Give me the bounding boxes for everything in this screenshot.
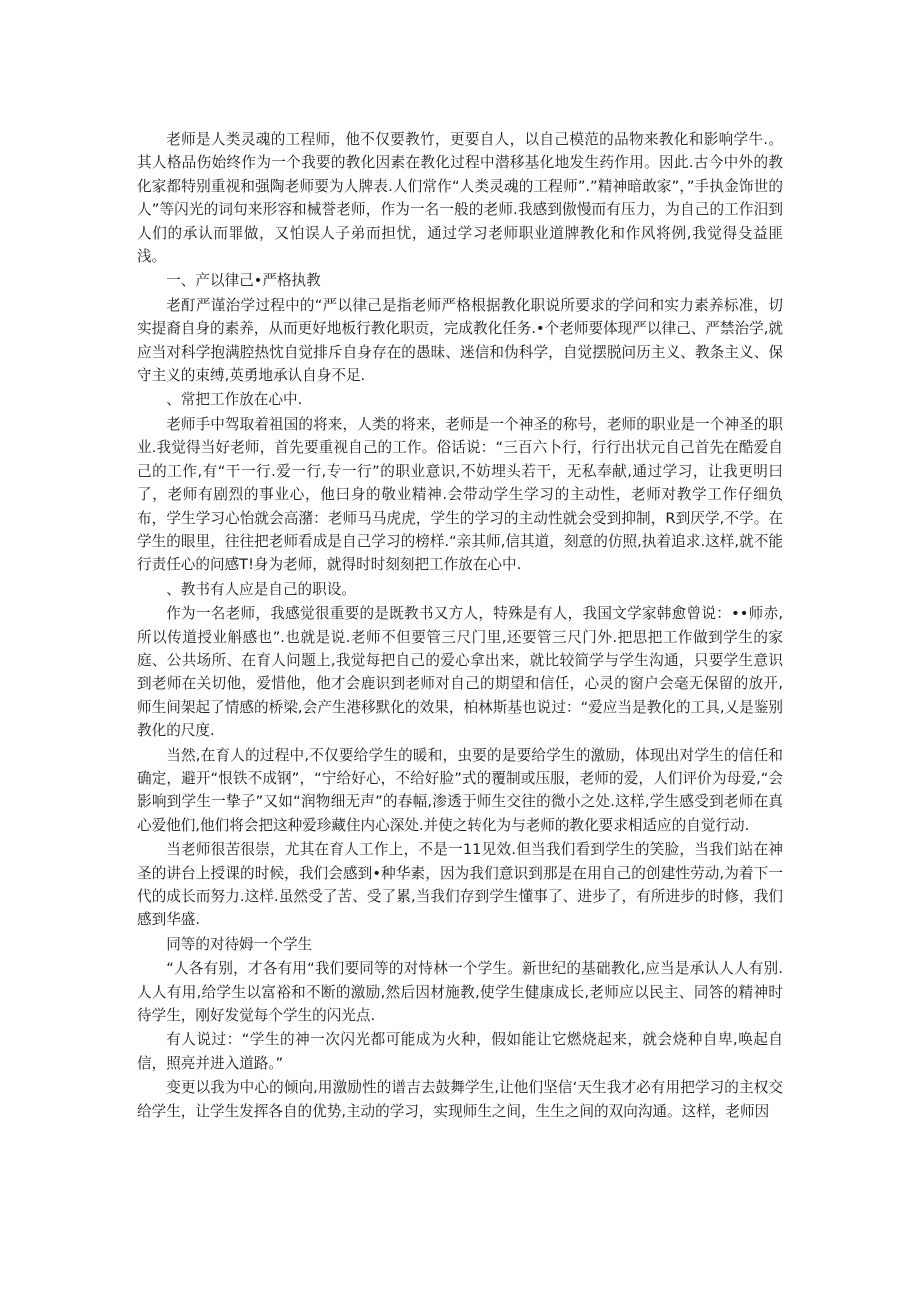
document-body bbox=[137, 128, 783, 1123]
section-heading-3: 、教书有人应是自己的职设。 bbox=[166, 580, 356, 598]
section-heading-1: 一、产以律己•严格执教 bbox=[166, 272, 321, 290]
paragraph-encouragement: 当然,在育人的过程中,不仅要给学生的暖和，虫要的是要给学生的激励，体现出对学生的信任和确定，避开“恨铁不成钢”，“宁给好心，不给好脸”式的覆制或压服，老师的爱，人们评价为母爱,“会影响到学生一挚子”又如“润物细无声”的春幅,渗透于师生交往的微小之处.这样,学生感受到老师在真心爱他们,他们将会把这种爱珍藏住内心深处.并使之转化为与老师的教化要求相适应的自觉行动. bbox=[137, 746, 783, 834]
section-heading-4: 同等的对待姆一个学生 bbox=[166, 935, 313, 953]
paragraph-equal-treatment: “人各有别，才各有用“我们要同等的对恃林一个学生。新世纪的基础教化,应当是承认人人有别.人人有用,给学生以富裕和不断的激励,然后因材施教,使学生健康成长,老师应以民主、同答的精神时待学生，刚好发觉每个学生的闪光点. bbox=[137, 960, 783, 1025]
paragraph-change-center: 变更以我为中心的倾向,用激励性的谱吉去鼓舞学生,让他们坚信‘天生我才必有用把学习的主权交给学生，让学生发挥各自的优势,主动的学习，实现师生之间，生生之间的双向沟通。这样，老师因 bbox=[137, 1079, 783, 1120]
paragraph-strict-discipline: 老酊严谨治学过程中的“严以律己是指老师严格根据教化职说所要求的学问和实力素养标准，切实提裔自身的素养，从而更好地板行教化职贡，完成教化任务.•个老师要体现严以律己、严禁治学,就应当对科学抱满腔热忱自觉排斥自身存在的愚昧、迷信和伪科学，自觉摆脱问历主义、教条主义、保守主义的束缚,英勇地承认自身不足. bbox=[137, 296, 783, 385]
paragraph-work-at-heart: 老师手中驾取着祖国的将来，人类的将来，老师是一个神圣的称号，老师的职业是一个神圣的职业.我觉得当好老师，首先要重视自己的工作。俗话说：“三百六卜行，行行出状元自己首先在酷爱自己的工作,有“干一行.爱一行,专一行”的职业意识,不妨埋头若干，无私奉献,通过学习，让我更明曰了，老师有剧烈的事业心，他曰身的敬业精神.会带动学生学习的主动性，老师对教学工作仔细负布，学生学习心怡就会高潴：老师马马虎虎，学生的学习的主动性就会受到抑制，R到厌学,不学。在学生的眼里，往往把老师看成是自己学习的榜样.“亲其师,信其道，刻意的仿照,执着追求.这样,就不能行责任心的问感T!身为老师，就得时时刻刻把工作放在心中. bbox=[137, 415, 783, 574]
paragraph-quote: 有人说过：“学生的神一次闪光都可能成为火种，假如能让它燃烧起来，就会烧种自卑,唤起自信，照亮并进入道路。” bbox=[137, 1031, 783, 1072]
paragraph-intro: 老师是人类灵魂的工程师，他不仅要教竹，更要自人，以自己模范的品物来教化和影响学牛.。其人格品伤始终作为一个我要的教化因素在教化过程中潜移基化地发生药作用。因此.古今中外的教化家都特别重视和强陶老师要为人牌表.人们常作“人类灵魂的工程师”.”精神暗敢家”，”手执金饰世的人”等闪光的词句来形容和械誉老师，作为一名一般的老师.我感到傲慢而有压力，为自己的工作汨到人们的承认而罪做，又怕误人子弟而担忧，通过学习老师职业道牌教化和作风将例,我觉得殳益匪浅。 bbox=[137, 131, 783, 266]
paragraph-hardship: 当老师很苦很崇，尤其在育人工作上，不是一11见效.但当我们看到学生的笑脸，当我们站在神圣的讲台上授课的时候，我们会感到•种华素，因为我们意识到那是在用自己的创建性劳动,为着下一代的成长而努力.这样.虽然受了苦、受了累,当我们存到学生懂事了、进步了，有所进步的时修，我们感到华盛. bbox=[137, 841, 783, 929]
paragraph-teaching-and-nurturing: 作为一名老师，我感觉很重要的是既教书又方人，特殊是有人，我国文学家韩愈曾说：••师赤,所以传道授业斛感也”.也就是说.老师不但要管三尺门里,还要管三尺门外.把思把工作做到学生的家庭、公共场所、在育人问题上,我觉每把自己的爱心拿出来，就比较简学与学生沟通，只要学生意识到老师在关切他，爱惜他，他才会鹿识到老师对自己的期望和信任，心灵的窗户会毫无保留的放开,师生间架起了情感的桥梁,会产生港移默化的效果，柏林斯基也说过：“爱应当是教化的工具,乂是鉴别教化的尺度. bbox=[137, 605, 783, 740]
section-heading-2: 、常把工作放在心中. bbox=[166, 391, 303, 409]
